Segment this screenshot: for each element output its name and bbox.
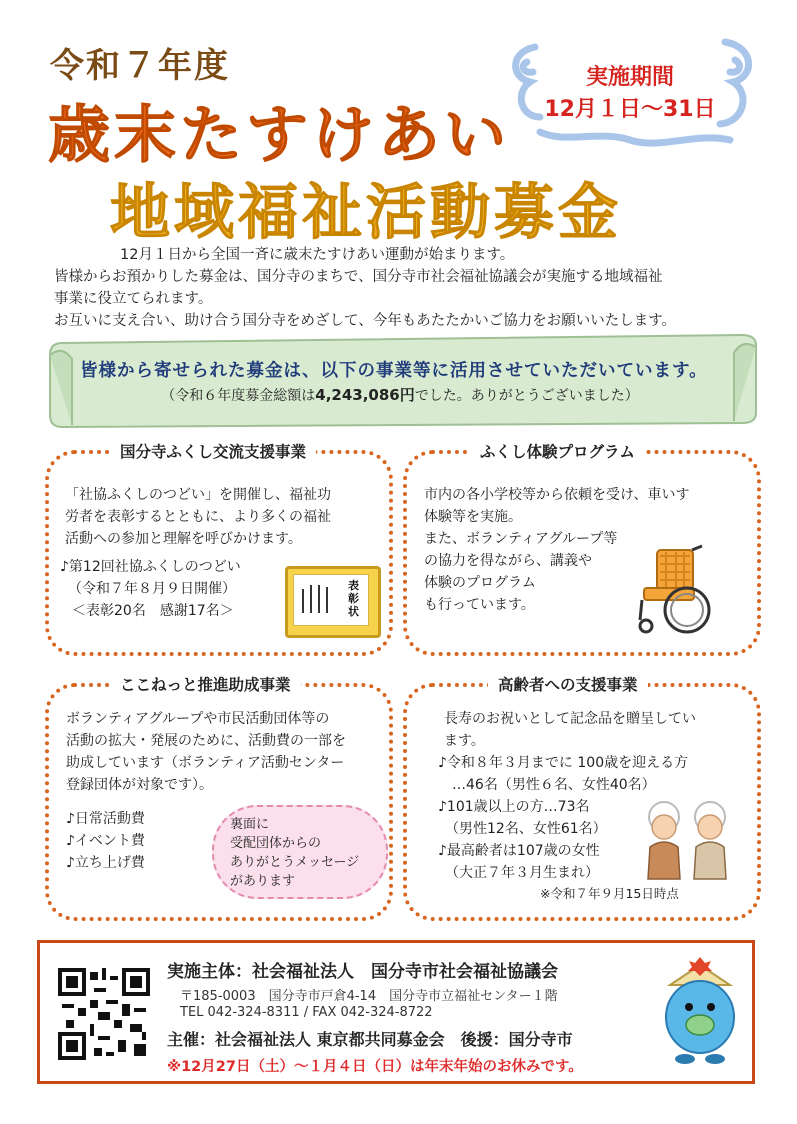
period-badge [505, 32, 755, 152]
wheelchair-icon [632, 540, 727, 635]
intro-line: 皆様からお預かりした募金は、国分寺のまちで、国分寺市社会福祉協議会が実施する地域福祉 [54, 269, 663, 285]
holiday-notice: ※12月27日（土）～１月４日（日）は年末年始のお休みです。 [167, 1059, 583, 1075]
box-line: 労者を表彰するとともに、より多くの福祉 [65, 509, 331, 525]
period-dates: 12月１日～31日 [544, 97, 716, 122]
organizer-address: 〒185-0003 国分寺市戸倉4-14 国分寺市立福祉センター１階 [180, 989, 558, 1004]
award-count: ＜表彰20名 感謝17名＞ [72, 603, 234, 619]
message-line: ありがとうメッセージ [230, 855, 360, 870]
box-line: ます。 [444, 733, 485, 749]
box-line: 長寿のお祝いとして記念品を贈呈してい [444, 711, 696, 727]
list-item: （男性12名、女性61名） [438, 821, 607, 837]
list-item: …46名（男性６名、女性40名） [438, 777, 656, 793]
title-line-2: 地域福祉活動募金 [110, 178, 622, 248]
message-line: があります [230, 874, 296, 889]
box-title: 高齢者への支援事業 [488, 673, 648, 695]
event-date: （令和７年８月９日開催） [68, 581, 236, 597]
box-line: また、ボランティアグループ等 [424, 531, 618, 547]
box-line: も行っています。 [424, 597, 535, 613]
event-name: ♪第12回社協ふくしのつどい [60, 559, 241, 575]
intro-line: お互いに支え合い、助け合う国分寺をめざして、今年もあたたかいご協力をお願いいたします。 [54, 313, 677, 329]
elderly-couple-icon [640, 795, 735, 880]
as-of-note: ※令和７年９月15日時点 [540, 886, 679, 901]
banner-sub-suffix: でした。ありがとうございました） [414, 388, 639, 404]
box-line: 助成しています（ボランティア活動センター [66, 755, 345, 771]
title-line-1: 歳末たすけあい [48, 98, 511, 171]
list-item: ♪101歳以上の方…73名 [438, 799, 590, 815]
box-title: ここねっと推進助成事業 [110, 673, 301, 695]
box-title: 国分寺ふくし交流支援事業 [110, 440, 316, 462]
list-item: （大正７年３月生まれ） [438, 865, 599, 881]
qr-code-icon[interactable] [58, 968, 150, 1060]
message-line: 裏面に [230, 817, 270, 832]
box-line: 体験のプログラム [424, 575, 536, 591]
donation-total: 4,243,086円 [315, 386, 415, 404]
mascot-icon [655, 955, 745, 1065]
box-line: 活動への参加と理解を呼びかけます。 [65, 531, 302, 547]
period-label: 実施期間 [585, 65, 674, 90]
message-text [230, 815, 370, 891]
banner-headline: 皆様から寄せられた募金は、以下の事業等に活用させていただいています。 [80, 361, 708, 381]
banner-sub-prefix: （令和６年度募金総額は [161, 388, 316, 404]
subsidy-list [66, 808, 145, 874]
message-line: 受配団体からの [230, 836, 322, 851]
certificate-label: 表彰状 [348, 579, 359, 618]
box-line: の協力を得ながら、講義や [424, 553, 592, 569]
intro-line: 事業に役立てられます。 [54, 291, 213, 307]
list-item: ♪日常活動費 [66, 811, 145, 827]
box-line: 「社協ふくしのつどい」を開催し、福祉功 [65, 487, 331, 503]
organizer-name: 実施主体：社会福祉法人 国分寺市社会福祉協議会 [167, 962, 558, 982]
list-item: ♪立ち上げ費 [66, 855, 145, 871]
fiscal-year: 令和７年度 [50, 46, 230, 86]
box-body [65, 484, 375, 550]
box-line: 登録団体が対象です）。 [66, 777, 213, 793]
box-line: ボランティアグループや市民活動団体等の [66, 711, 330, 727]
list-item: ♪最高齢者は107歳の女性 [438, 843, 600, 859]
box-line: 体験等を実施。 [424, 509, 522, 525]
list-item: ♪イベント費 [66, 833, 145, 849]
list-item: ♪令和８年３月までに 100歳を迎える方 [438, 755, 689, 771]
box-line: 市内の各小学校等から依頼を受け、車いす [424, 487, 690, 503]
intro-line: 12月１日から全国一斉に歳末たすけあい運動が始まります。 [120, 247, 515, 263]
sponsor-line: 主催：社会福祉法人 東京都共同募金会 後援：国分寺市 [167, 1030, 573, 1049]
box-body [444, 708, 744, 752]
organizer-phone[interactable]: TEL 042-324-8311 / FAX 042-324-8722 [180, 1005, 433, 1020]
certificate-icon [285, 566, 381, 638]
intro-text [54, 244, 760, 332]
banner-subtext [80, 384, 720, 405]
box-title: ふくし体験プログラム [470, 440, 645, 462]
box-line: 活動の拡大・発展のために、活動費の一部を [66, 733, 346, 749]
box-body [66, 708, 376, 796]
